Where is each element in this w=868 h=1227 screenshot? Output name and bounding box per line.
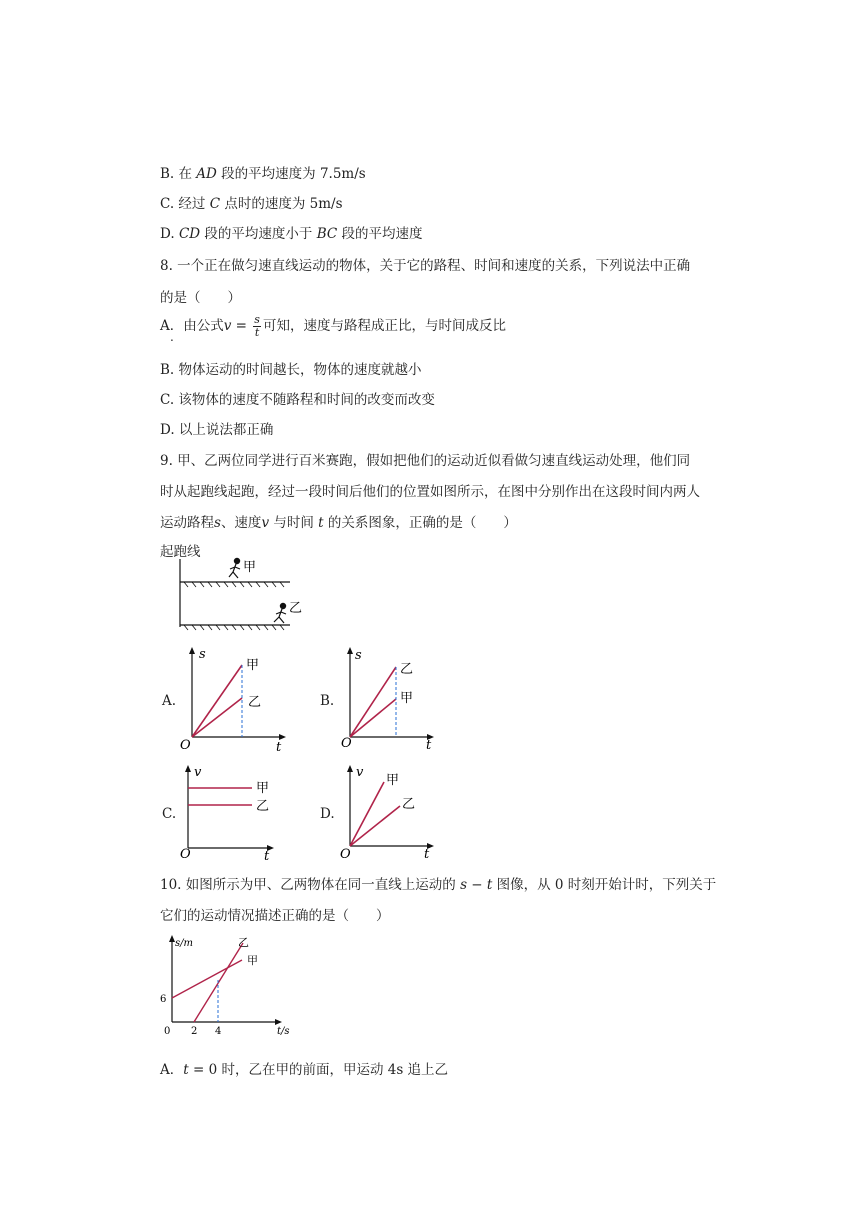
q10-line-jia: 甲: [247, 954, 258, 967]
q7-d-em1: CD: [178, 226, 201, 242]
q10-origin: 0: [164, 1026, 171, 1037]
q10-a-var: t: [183, 1062, 189, 1078]
q9-option-b-label: B.: [320, 693, 335, 709]
q9-l3-v: v: [261, 515, 270, 531]
q9-l3-a: 运动路程: [160, 515, 214, 531]
q9-d-top: 甲: [386, 773, 400, 788]
q8-a-num: s: [254, 313, 260, 326]
q10-a-suffix: 时，乙在甲的前面，甲运动 4s 追上乙: [217, 1062, 449, 1078]
race-track-figure: [178, 555, 303, 635]
q8-option-a-dot: .: [170, 330, 174, 344]
q9-d-bottom: 乙: [402, 797, 416, 812]
q9-l3-b: 、速度: [220, 515, 262, 531]
q9-b-top: 乙: [400, 662, 414, 677]
q9-a-bottom: 乙: [248, 695, 262, 710]
q10-xtick-4: 4: [215, 1026, 222, 1037]
q9-graph-d: [338, 762, 453, 867]
runner-jia-label: 甲: [243, 560, 257, 575]
q9-a-top: 甲: [246, 658, 260, 673]
q9-a-yaxis: s: [199, 647, 206, 662]
q8-a-den: t: [254, 326, 260, 339]
q10-stem-line1: [160, 873, 716, 893]
q10-option-a: [160, 1058, 448, 1078]
q10-ytick: 6: [160, 994, 167, 1005]
q9-l3-d: 的关系图象，正确的是（ ）: [323, 515, 517, 531]
q7-option-b: [160, 162, 366, 182]
q9-option-a-label: A.: [162, 693, 177, 709]
q7-c-em: C: [209, 196, 221, 212]
q8-a-eq: =: [231, 318, 252, 334]
q7-d-em2: BC: [316, 226, 338, 242]
q9-d-xaxis: t: [424, 847, 430, 862]
runner-jia-icon: [229, 558, 240, 578]
q9-graph-c: [176, 762, 291, 867]
q10-stem-line2: 它们的运动情况描述正确的是（ ）: [160, 908, 390, 924]
q7-b-suffix: 段的平均速度为 7.5m/s: [216, 166, 366, 182]
q8-stem-line2: 的是（ ）: [160, 290, 241, 306]
runner-yi-icon: [274, 603, 286, 623]
q9-stem-line1: 9. 甲、乙两位同学进行百米赛跑，假如把他们的运动近似看做匀速直线运动处理，他们同: [160, 453, 691, 469]
q8-option-b: B. 物体运动的时间越长，物体的速度就越小: [160, 362, 422, 378]
q9-c-bottom: 乙: [256, 799, 270, 814]
q9-a-origin: O: [180, 738, 191, 753]
q10-l1-b: 图像，从 0 时刻开始计时，下列关于: [492, 877, 717, 893]
q9-stem-line3: [160, 511, 517, 531]
q10-graph: [158, 930, 298, 1040]
q7-b-em: AD: [196, 166, 217, 182]
q8-option-d: D. 以上说法都正确: [160, 422, 274, 438]
q9-l3-c: 与时间: [269, 515, 319, 531]
q9-c-yaxis: v: [194, 765, 202, 780]
q9-graph-b: [336, 645, 451, 755]
q8-a-suffix: 可知，速度与路程成正比，与时间成反比: [262, 318, 506, 334]
start-line-label: 起跑线: [160, 544, 201, 560]
q9-d-origin: O: [340, 847, 351, 862]
q9-b-bottom: 甲: [400, 691, 414, 706]
q9-a-xaxis: t: [276, 740, 282, 755]
q8-a-fraction: [253, 314, 261, 339]
q10-xtick-2: 2: [191, 1026, 198, 1037]
q10-l1-a: 10. 如图所示为甲、乙两物体在同一直线上运动的: [160, 877, 461, 893]
q7-b-prefix: B. 在: [160, 166, 197, 182]
q7-d-mid: 段的平均速度小于: [200, 226, 317, 242]
q9-graph-a: [178, 645, 293, 755]
q7-option-d: [160, 222, 423, 242]
q10-line-yi: 乙: [238, 936, 249, 949]
q7-c-prefix: C. 经过: [160, 196, 210, 212]
q7-d-prefix: D.: [160, 226, 179, 242]
q9-option-c-label: C.: [162, 806, 177, 822]
q9-option-d-label: D.: [320, 806, 335, 822]
q8-a-var: v: [223, 318, 232, 334]
q8-a-prefix: A．由公式: [160, 318, 224, 334]
q7-option-c: [160, 192, 343, 212]
q8-stem-line1: 8. 一个正在做匀速直线运动的物体，关于它的路程、时间和速度的关系，下列说法中正确: [160, 258, 691, 274]
q7-c-suffix: 点时的速度为 5m/s: [220, 196, 343, 212]
q9-b-origin: O: [341, 736, 352, 751]
q9-b-yaxis: s: [355, 648, 362, 663]
q10-a-eq: = 0: [188, 1062, 218, 1078]
q8-option-a: [160, 314, 506, 339]
q8-option-c: C. 该物体的速度不随路程和时间的改变而改变: [160, 392, 435, 408]
q9-c-top: 甲: [256, 781, 270, 796]
q10-a-prefix: A．: [160, 1062, 184, 1078]
q9-c-xaxis: t: [264, 849, 270, 864]
q9-l3-s: s: [214, 515, 221, 531]
q10-xaxis: t/s: [277, 1026, 290, 1037]
q7-d-suffix: 段的平均速度: [337, 226, 423, 242]
q9-c-origin: O: [180, 847, 191, 862]
q10-yaxis: s/m: [175, 938, 193, 949]
q9-b-xaxis: t: [426, 738, 432, 753]
q10-l1-eq: s − t: [460, 877, 493, 893]
q9-d-yaxis: v: [356, 765, 364, 780]
q9-l3-t: t: [318, 515, 324, 531]
runner-yi-label: 乙: [289, 601, 303, 616]
q9-stem-line2: 时从起跑线起跑，经过一段时间后他们的位置如图所示，在图中分别作出在这段时间内两人: [160, 484, 700, 500]
